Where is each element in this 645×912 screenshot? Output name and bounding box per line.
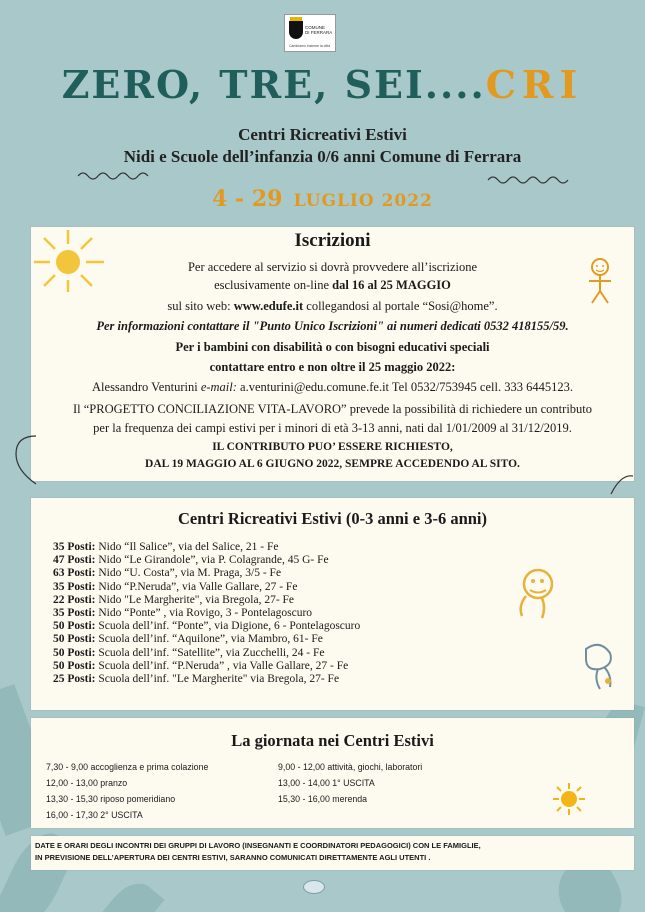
schedule-item: 12,00 - 13,00 pranzo	[46, 778, 128, 788]
list-item: 35 Posti: Nido “Il Salice”, via del Salice, 21 - Fe	[53, 541, 279, 553]
iscrizioni-line: Per i bambini con disabilità o con bisogni educativi speciali	[175, 340, 490, 354]
iscrizioni-line: per la frequenza dei campi estivi per i minori di età 3-13 anni, nati dal 1/01/2009 al 31/12/2019.	[93, 421, 572, 435]
schedule-item: 16,00 - 17,30 2° USCITA	[46, 810, 143, 820]
sun-icon	[552, 782, 586, 816]
iscrizioni-line: IL CONTRIBUTO PUO’ ESSERE RICHIESTO,	[212, 441, 453, 453]
logo-name-line2: DI FERRARA	[305, 30, 333, 35]
curl-decoration	[607, 470, 637, 500]
bottom-note	[35, 840, 625, 864]
schedule-item: 9,00 - 12,00 attività, giochi, laboratori	[278, 762, 423, 772]
squiggle-decoration	[486, 174, 576, 186]
event-dates	[0, 186, 645, 212]
website-label: sul sito web:	[167, 299, 234, 313]
iscrizioni-line	[31, 278, 634, 292]
iscrizioni-line: Il “PROGETTO CONCILIAZIONE VITA-LAVORO” prevede la possibilità di richiedere un contributo	[72, 402, 593, 416]
iscrizioni-line: Per accedere al servizio si dovrà provvedere all’iscrizione	[187, 260, 478, 274]
logo-tagline: Cambiamo insieme la città	[289, 44, 331, 48]
squiggle-decoration	[76, 170, 156, 182]
title-part2: CRI	[485, 62, 584, 107]
list-item: 50 Posti: Scuola dell’inf. “P.Neruda” , via Valle Gallare, 27 - Fe	[53, 659, 349, 672]
list-item: 25 Posti: Scuola dell’inf. "Le Margherite" via Bregola, 27- Fe	[53, 673, 340, 686]
leaf-decoration	[95, 874, 164, 912]
footer-logo	[303, 880, 325, 894]
schedule-item: 7,30 - 9,00 accoglienza e prima colazione	[46, 762, 209, 772]
schedule-item: 13,30 - 15,30 riposo pomeridiano	[46, 794, 176, 804]
iscrizioni-line	[31, 299, 634, 313]
page-title	[0, 62, 645, 107]
contact-details[interactable]: a.venturini@edu.comune.fe.it Tel 0532/753945 cell. 333 6445123.	[236, 380, 573, 394]
list-item: 35 Posti: Nido “P.Neruda”, via Valle Gallare, 27 - Fe	[53, 580, 298, 593]
iscrizioni-line: contattare entro e non oltre il 25 maggio 2022:	[209, 360, 456, 374]
contact-line	[31, 380, 634, 394]
iscrizioni-online-text: esclusivamente on-line	[214, 278, 333, 292]
schedule-right	[278, 759, 422, 807]
child-drawing-icon	[578, 641, 618, 693]
schedule-left	[46, 759, 208, 823]
title-part1: ZERO, TRE, SEI....	[61, 62, 486, 107]
iscrizioni-title: Iscrizioni	[294, 230, 371, 251]
schedule-item: 13,00 - 14,00 1° USCITA	[278, 778, 375, 788]
dates-numbers: 4 - 29	[212, 186, 283, 212]
curl-decoration	[8, 432, 40, 488]
website-link[interactable]: www.edufe.it	[233, 299, 304, 313]
subtitle	[0, 124, 645, 168]
email-label: e-mail:	[200, 380, 237, 394]
list-item: 22 Posti: Nido "Le Margherite", via Bregola, 27- Fe	[53, 593, 295, 606]
shield-icon	[289, 21, 303, 39]
note-line: IN PREVISIONE DELL’APERTURA DEI CENTRI ESTIVI, SARANNO COMUNICATI DIRETTAMENTE AGLI UTENTI .	[35, 853, 431, 862]
iscrizioni-period: dal 16 al 25 MAGGIO	[332, 278, 451, 292]
portal-text: collegandosi al portale “Sosi@home”.	[303, 299, 498, 313]
list-item: 35 Posti: Nido “Ponte” , via Rovigo, 3 - Pontelagoscuro	[53, 607, 313, 620]
logo-name-line1: COMUNE	[305, 25, 325, 30]
giornata-title: La giornata nei Centri Estivi	[231, 731, 434, 750]
subtitle-line2: Nidi e Scuole dell’infanzia 0/6 anni Comune di Ferrara	[123, 147, 522, 166]
subtitle-line1: Centri Ricreativi Estivi	[238, 125, 407, 144]
list-item: 50 Posti: Scuola dell’inf. “Aquilone”, via Mambro, 61- Fe	[53, 633, 323, 646]
contact-name: Alessandro Venturini	[92, 380, 201, 394]
iscrizioni-line: DAL 19 MAGGIO AL 6 GIUGNO 2022, SEMPRE ACCEDENDO AL SITO.	[145, 458, 520, 470]
child-drawing-icon	[512, 566, 560, 620]
list-item: 50 Posti: Scuola dell’inf. “Ponte”, via Digione, 6 - Pontelagoscuro	[53, 620, 361, 633]
centri-list	[53, 541, 360, 686]
dates-month: LUGLIO 2022	[293, 191, 433, 211]
list-item: 63 Posti: Nido “U. Costa”, via M. Praga, 3/5 - Fe	[53, 567, 282, 580]
centri-title: Centri Ricreativi Estivi (0-3 anni e 3-6 anni)	[177, 509, 488, 528]
note-line: DATE E ORARI DEGLI INCONTRI DEI GRUPPI DI LAVORO (INSEGNANTI E COORDINATORI PEDAGOGICI) CON LE FAMIGLIE,	[35, 841, 481, 850]
list-item: 50 Posti: Scuola dell’inf. “Satellite”, via Zucchelli, 24 - Fe	[53, 646, 325, 659]
info-contact-line: Per informazioni contattare il "Punto Unico Iscrizioni" ai numeri dedicati 0532 418155/59.	[96, 319, 569, 333]
comune-logo	[284, 14, 336, 52]
list-item: 47 Posti: Nido “Le Girandole”, via P. Colagrande, 45 G- Fe	[53, 554, 329, 567]
schedule-item: 15,30 - 16,00 merenda	[278, 794, 368, 804]
